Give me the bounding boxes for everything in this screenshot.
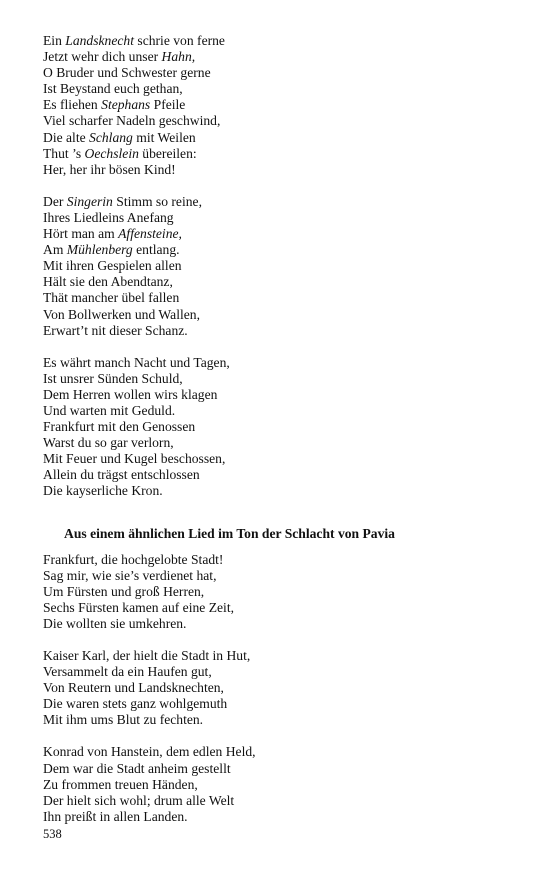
verse-line [43,355,523,371]
verse-text: Die alte [43,129,90,145]
verse-line [43,371,523,387]
verse-line [43,600,523,616]
verse-line [43,664,523,680]
verse-text: Von Reutern und Landsknechten, [43,680,224,696]
stanza [43,355,523,500]
verse-text: Mit ihren Gespielen allen [43,258,182,274]
verse-text: Ein [43,33,66,48]
verse-text: Warst du so gar verlorn, [43,435,174,451]
verse-line [43,809,523,825]
verse-text: Frankfurt mit den Genossen [43,419,196,435]
verse-line [43,712,523,728]
verse-text: Und warten mit Geduld. [43,402,176,418]
verse-line [43,194,523,210]
verse-line [43,648,523,664]
verse-line [43,97,523,113]
poem-pavia [43,552,523,825]
verse-line [43,290,523,306]
verse-text: Mit Feuer und Kugel beschossen, [43,451,226,467]
verse-line [43,65,523,81]
verse-line [43,680,523,696]
verse-line [43,744,523,760]
italic-name: Landsknecht [65,33,134,48]
verse-line [43,451,523,467]
verse-text: O Bruder und Schwester gerne [43,65,211,81]
verse-text: übereilen: [138,145,197,161]
verse-line [43,584,523,600]
verse-line [43,81,523,97]
verse-text: Thut ’s [43,145,85,161]
verse-line [43,793,523,809]
verse-line [43,777,523,793]
stanza [43,552,523,632]
verse-text: Der [43,193,67,209]
verse-text: Von Bollwerken und Wallen, [43,306,200,322]
verse-text: Um Fürsten und groß Herren, [43,583,205,599]
verse-text: Stimm so reine, [112,193,202,209]
verse-text: Dem Herren wollen wirs klagen [43,386,218,402]
verse-text: Der hielt sich wohl; drum alle Welt [43,792,235,808]
verse-line [43,696,523,712]
verse-text: Hört man am [43,226,119,242]
verse-line [43,113,523,129]
verse-text: Ist unsrer Sünden Schuld, [43,370,183,386]
verse-text: Ihres Liedleins Anefang [43,209,174,225]
verse-text: Her, her ihr bösen Kind! [43,161,176,177]
verse-text: Es währt manch Nacht und Tagen, [43,354,230,370]
verse-text: Viel scharfer Nadeln geschwind, [43,113,221,129]
verse-line [43,483,523,499]
page-content [43,33,523,841]
verse-text: Am [43,242,67,258]
verse-text: Mit ihm ums Blut zu fechten. [43,712,204,728]
stanza [43,194,523,339]
verse-line [43,761,523,777]
verse-text: Versammelt da ein Haufen gut, [43,664,212,680]
verse-text: Jetzt wehr dich unser [43,49,162,65]
verse-text: Die wollten sie umkehren. [43,615,187,631]
verse-text: Die waren stets ganz wohlgemuth [43,696,228,712]
verse-text: Pfeile [150,97,186,113]
italic-name: Hahn, [161,49,196,65]
verse-line [43,403,523,419]
verse-text: Ihn preißt in allen Landen. [43,808,188,824]
verse-text: Es fliehen [43,97,102,113]
verse-text: Thät mancher übel fallen [43,290,180,306]
verse-line [43,435,523,451]
verse-text: Dem war die Stadt anheim gestellt [43,760,231,776]
section-heading: Aus einem ähnlichen Lied im Ton der Schlacht von Pavia [64,525,395,541]
verse-text: Sag mir, wie sie’s verdienet hat, [43,567,217,583]
verse-line [43,616,523,632]
verse-text: Erwart’t nit dieser Schanz. [43,322,188,338]
verse-line [43,210,523,226]
verse-line [43,467,523,483]
stanza [43,648,523,728]
poem-landsknecht [43,33,523,500]
italic-name: Oechslein [84,145,139,161]
verse-text: Ist Beystand euch gethan, [43,81,183,97]
verse-line [43,307,523,323]
italic-name: Schlang [89,129,133,145]
verse-line [43,49,523,65]
verse-line [43,242,523,258]
verse-text: Hält sie den Abendtanz, [43,274,173,290]
verse-text: Allein du trägst entschlossen [43,467,200,483]
verse-line [43,258,523,274]
verse-line [43,419,523,435]
verse-line [43,274,523,290]
italic-name: Affensteine, [118,226,182,242]
stanza [43,744,523,824]
verse-text: Zu frommen treuen Händen, [43,776,198,792]
verse-line [43,146,523,162]
verse-line [43,33,523,49]
italic-name: Stephans [101,97,151,113]
italic-name: Singerin [66,193,113,209]
verse-line [43,162,523,178]
italic-name: Mühlenberg [66,242,133,258]
verse-text: Konrad von Hanstein, dem edlen Held, [43,744,256,760]
verse-line [43,568,523,584]
verse-text: mit Weilen [132,129,196,145]
verse-text: entlang. [132,242,180,258]
verse-line [43,130,523,146]
verse-line [43,323,523,339]
verse-text: Kaiser Karl, der hielt die Stadt in Hut, [43,648,251,663]
page-number: 538 [43,826,62,841]
verse-line [43,387,523,403]
verse-text: schrie von ferne [134,33,225,48]
verse-line [43,552,523,568]
verse-text: Frankfurt, die hochgelobte Stadt! [43,551,224,567]
stanza [43,33,523,178]
verse-text: Sechs Fürsten kamen auf eine Zeit, [43,599,235,615]
verse-line [43,226,523,242]
verse-text: Die kayserliche Kron. [43,483,163,499]
